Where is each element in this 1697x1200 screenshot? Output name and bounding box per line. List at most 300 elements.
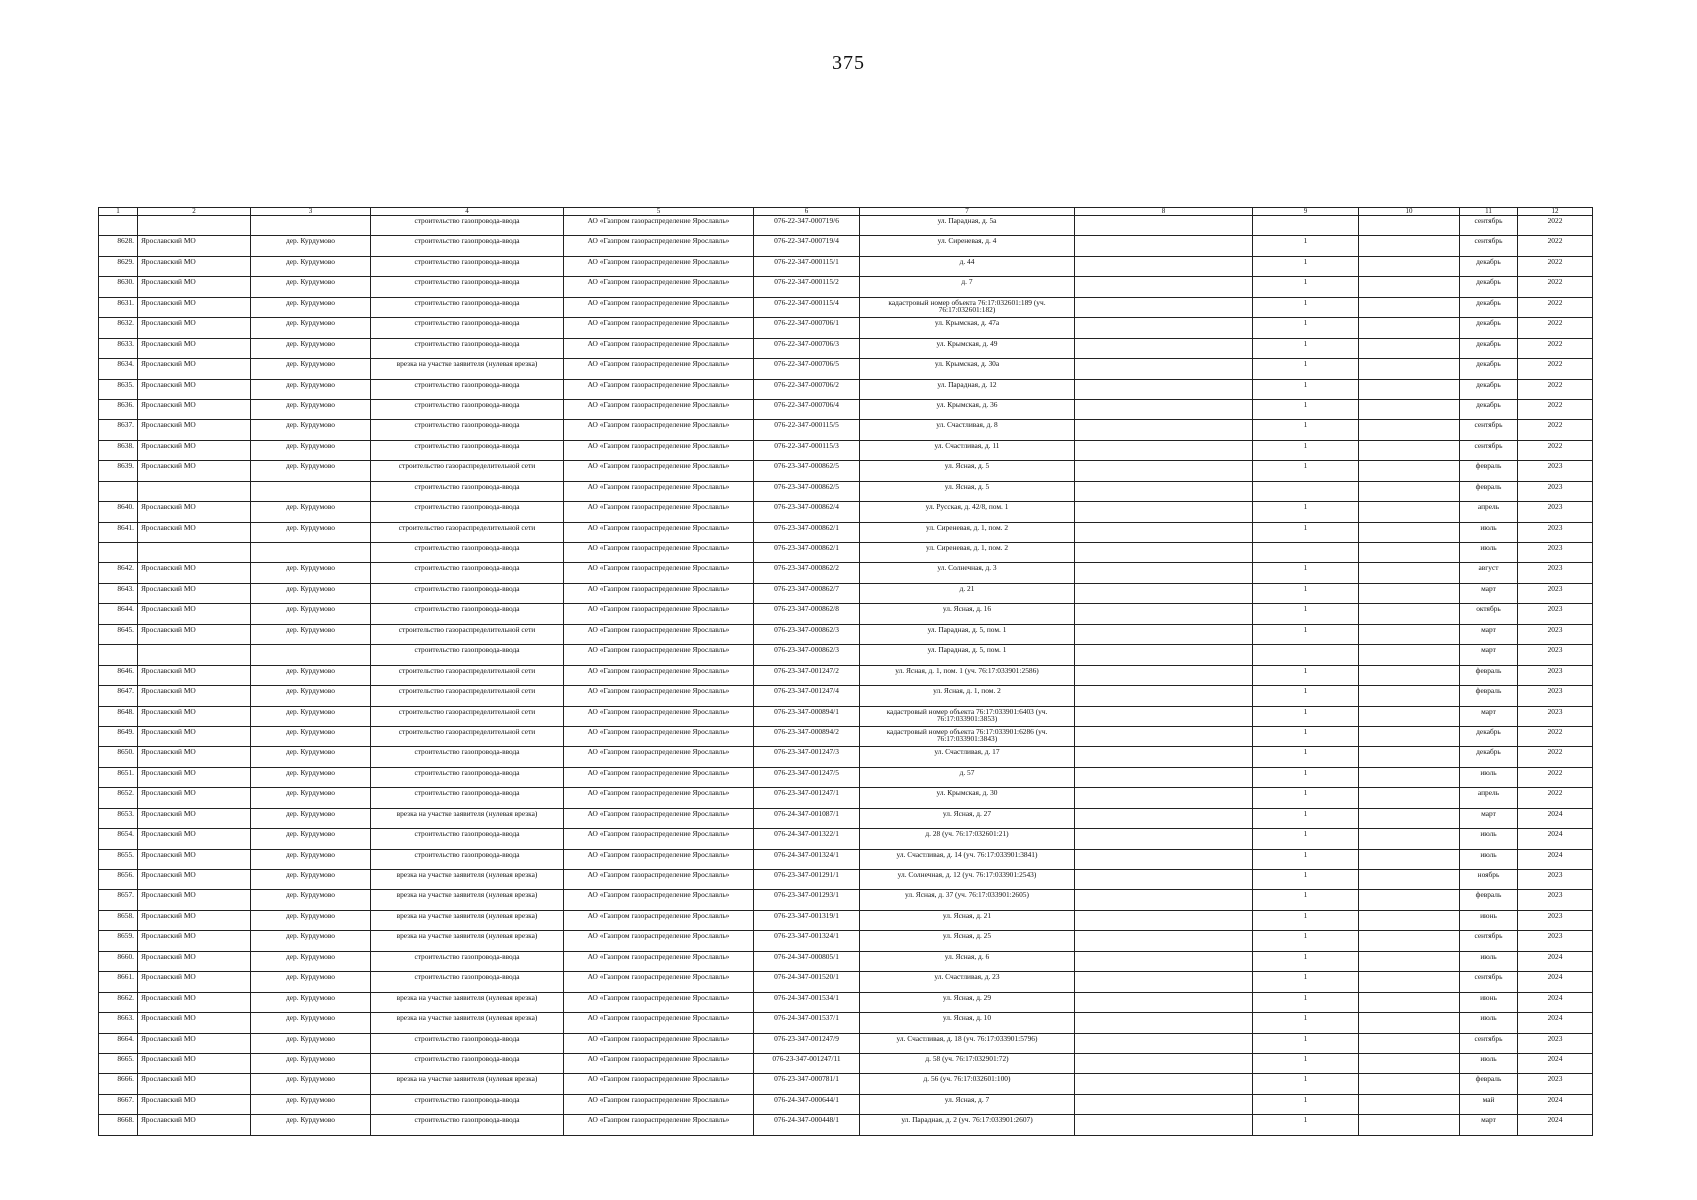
column-10-cell bbox=[1359, 1053, 1460, 1073]
year-cell: 2023 bbox=[1518, 665, 1593, 685]
quantity-cell: 1 bbox=[1253, 236, 1359, 256]
organization-cell: АО «Газпром газораспределение Ярославль» bbox=[564, 256, 754, 276]
document-number-cell: 076-22-347-000706/3 bbox=[754, 338, 860, 358]
district-cell: Ярославский МО bbox=[138, 747, 251, 767]
year-cell: 2022 bbox=[1518, 747, 1593, 767]
quantity-cell: 1 bbox=[1253, 359, 1359, 379]
row-number: 8643. bbox=[99, 583, 138, 603]
quantity-cell: 1 bbox=[1253, 849, 1359, 869]
work-type-cell: строительство газопровода-ввода bbox=[371, 1094, 564, 1114]
month-cell: декабрь bbox=[1460, 747, 1518, 767]
column-10-cell bbox=[1359, 726, 1460, 746]
address-cell: д. 44 bbox=[860, 256, 1075, 276]
month-cell: февраль bbox=[1460, 481, 1518, 501]
column-8-cell bbox=[1075, 563, 1253, 583]
row-number: 8636. bbox=[99, 399, 138, 419]
table-row bbox=[99, 1074, 1593, 1094]
quantity-cell: 1 bbox=[1253, 972, 1359, 992]
month-cell: июль bbox=[1460, 951, 1518, 971]
table-row bbox=[99, 338, 1593, 358]
month-cell: декабрь bbox=[1460, 726, 1518, 746]
table-row bbox=[99, 563, 1593, 583]
month-cell: сентябрь bbox=[1460, 931, 1518, 951]
quantity-cell: 1 bbox=[1253, 502, 1359, 522]
district-cell: Ярославский МО bbox=[138, 399, 251, 419]
column-header-10: 10 bbox=[1359, 208, 1460, 216]
quantity-cell: 1 bbox=[1253, 829, 1359, 849]
year-cell: 2022 bbox=[1518, 399, 1593, 419]
document-number-cell: 076-24-347-000448/1 bbox=[754, 1115, 860, 1135]
document-number-cell: 076-23-347-001324/1 bbox=[754, 931, 860, 951]
document-number-cell: 076-24-347-000644/1 bbox=[754, 1094, 860, 1114]
district-cell: Ярославский МО bbox=[138, 1013, 251, 1033]
organization-cell: АО «Газпром газораспределение Ярославль» bbox=[564, 563, 754, 583]
address-cell: ул. Парадная, д. 5, пом. 1 bbox=[860, 645, 1075, 665]
settlement-cell: дер. Курдумово bbox=[251, 399, 371, 419]
column-8-cell bbox=[1075, 910, 1253, 930]
month-cell: сентябрь bbox=[1460, 236, 1518, 256]
year-cell: 2023 bbox=[1518, 502, 1593, 522]
row-number: 8642. bbox=[99, 563, 138, 583]
district-cell: Ярославский МО bbox=[138, 461, 251, 481]
month-cell: июль bbox=[1460, 1053, 1518, 1073]
row-number bbox=[99, 543, 138, 563]
quantity-cell: 1 bbox=[1253, 297, 1359, 317]
year-cell: 2022 bbox=[1518, 726, 1593, 746]
column-8-cell bbox=[1075, 726, 1253, 746]
work-type-cell: строительство газопровода-ввода bbox=[371, 1033, 564, 1053]
row-number: 8662. bbox=[99, 992, 138, 1012]
address-cell: д. 21 bbox=[860, 583, 1075, 603]
organization-cell: АО «Газпром газораспределение Ярославль» bbox=[564, 338, 754, 358]
column-header-7: 7 bbox=[860, 208, 1075, 216]
document-number-cell: 076-24-347-001322/1 bbox=[754, 829, 860, 849]
column-10-cell bbox=[1359, 256, 1460, 276]
settlement-cell: дер. Курдумово bbox=[251, 359, 371, 379]
column-10-cell bbox=[1359, 686, 1460, 706]
district-cell: Ярославский МО bbox=[138, 624, 251, 644]
address-cell: ул. Счастливая, д. 17 bbox=[860, 747, 1075, 767]
address-cell: ул. Крымская, д. 30 bbox=[860, 788, 1075, 808]
work-type-cell: строительство газопровода-ввода bbox=[371, 277, 564, 297]
quantity-cell: 1 bbox=[1253, 686, 1359, 706]
column-header-2: 2 bbox=[138, 208, 251, 216]
settlement-cell bbox=[251, 481, 371, 501]
document-number-cell: 076-23-347-001291/1 bbox=[754, 870, 860, 890]
quantity-cell: 1 bbox=[1253, 1013, 1359, 1033]
column-10-cell bbox=[1359, 502, 1460, 522]
table-row bbox=[99, 379, 1593, 399]
column-10-cell bbox=[1359, 870, 1460, 890]
quantity-cell: 1 bbox=[1253, 706, 1359, 726]
row-number: 8629. bbox=[99, 256, 138, 276]
table-row bbox=[99, 1033, 1593, 1053]
address-cell: ул. Ясная, д. 1, пом. 2 bbox=[860, 686, 1075, 706]
year-cell: 2023 bbox=[1518, 870, 1593, 890]
quantity-cell: 1 bbox=[1253, 563, 1359, 583]
settlement-cell: дер. Курдумово bbox=[251, 1115, 371, 1135]
table-row bbox=[99, 359, 1593, 379]
table-row bbox=[99, 1013, 1593, 1033]
organization-cell: АО «Газпром газораспределение Ярославль» bbox=[564, 951, 754, 971]
settlement-cell: дер. Курдумово bbox=[251, 931, 371, 951]
settlement-cell: дер. Курдумово bbox=[251, 910, 371, 930]
row-number: 8650. bbox=[99, 747, 138, 767]
settlement-cell: дер. Курдумово bbox=[251, 992, 371, 1012]
table-row bbox=[99, 624, 1593, 644]
district-cell: Ярославский МО bbox=[138, 563, 251, 583]
table-row bbox=[99, 1115, 1593, 1135]
document-number-cell: 076-23-347-000862/5 bbox=[754, 481, 860, 501]
address-cell: д. 28 (уч. 76:17:032601:21) bbox=[860, 829, 1075, 849]
year-cell: 2024 bbox=[1518, 992, 1593, 1012]
year-cell: 2022 bbox=[1518, 767, 1593, 787]
document-number-cell: 076-22-347-000719/6 bbox=[754, 216, 860, 236]
table-row bbox=[99, 931, 1593, 951]
row-number: 8641. bbox=[99, 522, 138, 542]
document-number-cell: 076-24-347-001520/1 bbox=[754, 972, 860, 992]
settlement-cell: дер. Курдумово bbox=[251, 870, 371, 890]
document-number-cell: 076-23-347-000862/1 bbox=[754, 522, 860, 542]
district-cell bbox=[138, 481, 251, 501]
row-number: 8638. bbox=[99, 440, 138, 460]
month-cell: июль bbox=[1460, 522, 1518, 542]
organization-cell: АО «Газпром газораспределение Ярославль» bbox=[564, 992, 754, 1012]
quantity-cell: 1 bbox=[1253, 1094, 1359, 1114]
organization-cell: АО «Газпром газораспределение Ярославль» bbox=[564, 379, 754, 399]
organization-cell: АО «Газпром газораспределение Ярославль» bbox=[564, 318, 754, 338]
column-header-6: 6 bbox=[754, 208, 860, 216]
work-type-cell: врезка на участке заявителя (нулевая врезка) bbox=[371, 359, 564, 379]
organization-cell: АО «Газпром газораспределение Ярославль» bbox=[564, 522, 754, 542]
work-type-cell: строительство газораспределительной сети bbox=[371, 706, 564, 726]
work-type-cell: строительство газопровода-ввода bbox=[371, 972, 564, 992]
document-number-cell: 076-22-347-000706/5 bbox=[754, 359, 860, 379]
table-row bbox=[99, 420, 1593, 440]
document-number-cell: 076-22-347-000115/2 bbox=[754, 277, 860, 297]
quantity-cell: 1 bbox=[1253, 747, 1359, 767]
month-cell: июнь bbox=[1460, 992, 1518, 1012]
year-cell: 2022 bbox=[1518, 256, 1593, 276]
organization-cell: АО «Газпром газораспределение Ярославль» bbox=[564, 890, 754, 910]
year-cell: 2022 bbox=[1518, 338, 1593, 358]
row-number: 8653. bbox=[99, 808, 138, 828]
district-cell: Ярославский МО bbox=[138, 992, 251, 1012]
table-row bbox=[99, 788, 1593, 808]
settlement-cell: дер. Курдумово bbox=[251, 502, 371, 522]
settlement-cell: дер. Курдумово bbox=[251, 338, 371, 358]
address-cell: ул. Счастливая, д. 14 (уч. 76:17:033901:3841) bbox=[860, 849, 1075, 869]
table-row bbox=[99, 604, 1593, 624]
organization-cell: АО «Газпром газораспределение Ярославль» bbox=[564, 604, 754, 624]
address-cell: ул. Парадная, д. 2 (уч. 76:17:033901:2607) bbox=[860, 1115, 1075, 1135]
column-8-cell bbox=[1075, 297, 1253, 317]
settlement-cell: дер. Курдумово bbox=[251, 788, 371, 808]
column-8-cell bbox=[1075, 461, 1253, 481]
district-cell: Ярославский МО bbox=[138, 726, 251, 746]
quantity-cell: 1 bbox=[1253, 583, 1359, 603]
document-number-cell: 076-23-347-000862/1 bbox=[754, 543, 860, 563]
quantity-cell: 1 bbox=[1253, 522, 1359, 542]
column-8-cell bbox=[1075, 379, 1253, 399]
organization-cell: АО «Газпром газораспределение Ярославль» bbox=[564, 1053, 754, 1073]
district-cell: Ярославский МО bbox=[138, 706, 251, 726]
column-header-8: 8 bbox=[1075, 208, 1253, 216]
month-cell: июнь bbox=[1460, 910, 1518, 930]
organization-cell: АО «Газпром газораспределение Ярославль» bbox=[564, 767, 754, 787]
organization-cell: АО «Газпром газораспределение Ярославль» bbox=[564, 399, 754, 419]
work-type-cell: строительство газопровода-ввода bbox=[371, 788, 564, 808]
district-cell: Ярославский МО bbox=[138, 277, 251, 297]
month-cell: март bbox=[1460, 808, 1518, 828]
column-10-cell bbox=[1359, 420, 1460, 440]
quantity-cell bbox=[1253, 216, 1359, 236]
month-cell: декабрь bbox=[1460, 256, 1518, 276]
district-cell: Ярославский МО bbox=[138, 440, 251, 460]
organization-cell: АО «Газпром газораспределение Ярославль» bbox=[564, 1033, 754, 1053]
document-number-cell: 076-23-347-000894/2 bbox=[754, 726, 860, 746]
column-10-cell bbox=[1359, 543, 1460, 563]
month-cell: март bbox=[1460, 583, 1518, 603]
quantity-cell: 1 bbox=[1253, 870, 1359, 890]
year-cell: 2024 bbox=[1518, 1094, 1593, 1114]
table-row bbox=[99, 502, 1593, 522]
settlement-cell: дер. Курдумово bbox=[251, 808, 371, 828]
table-row bbox=[99, 767, 1593, 787]
column-10-cell bbox=[1359, 522, 1460, 542]
column-10-cell bbox=[1359, 992, 1460, 1012]
organization-cell: АО «Газпром газораспределение Ярославль» bbox=[564, 1115, 754, 1135]
work-type-cell: строительство газораспределительной сети bbox=[371, 726, 564, 746]
document-number-cell: 076-22-347-000115/3 bbox=[754, 440, 860, 460]
table-row bbox=[99, 216, 1593, 236]
address-cell: ул. Ясная, д. 21 bbox=[860, 910, 1075, 930]
address-cell: ул. Ясная, д. 29 bbox=[860, 992, 1075, 1012]
document-number-cell: 076-23-347-001293/1 bbox=[754, 890, 860, 910]
column-8-cell bbox=[1075, 972, 1253, 992]
table-row bbox=[99, 829, 1593, 849]
district-cell: Ярославский МО bbox=[138, 604, 251, 624]
document-number-cell: 076-23-347-001247/2 bbox=[754, 665, 860, 685]
organization-cell: АО «Газпром газораспределение Ярославль» bbox=[564, 624, 754, 644]
document-number-cell: 076-24-347-001534/1 bbox=[754, 992, 860, 1012]
district-cell: Ярославский МО bbox=[138, 1033, 251, 1053]
table-row bbox=[99, 277, 1593, 297]
document-number-cell: 076-23-347-001247/3 bbox=[754, 747, 860, 767]
organization-cell: АО «Газпром газораспределение Ярославль» bbox=[564, 665, 754, 685]
document-number-cell: 076-24-347-000805/1 bbox=[754, 951, 860, 971]
document-number-cell: 076-23-347-000862/7 bbox=[754, 583, 860, 603]
organization-cell: АО «Газпром газораспределение Ярославль» bbox=[564, 481, 754, 501]
column-8-cell bbox=[1075, 870, 1253, 890]
document-number-cell: 076-23-347-001247/9 bbox=[754, 1033, 860, 1053]
district-cell: Ярославский МО bbox=[138, 522, 251, 542]
settlement-cell: дер. Курдумово bbox=[251, 1074, 371, 1094]
column-8-cell bbox=[1075, 502, 1253, 522]
settlement-cell: дер. Курдумово bbox=[251, 522, 371, 542]
quantity-cell: 1 bbox=[1253, 726, 1359, 746]
month-cell: март bbox=[1460, 645, 1518, 665]
row-number: 8633. bbox=[99, 338, 138, 358]
column-number-header bbox=[99, 208, 1593, 216]
row-number: 8634. bbox=[99, 359, 138, 379]
organization-cell: АО «Газпром газораспределение Ярославль» bbox=[564, 972, 754, 992]
district-cell: Ярославский МО bbox=[138, 788, 251, 808]
column-8-cell bbox=[1075, 277, 1253, 297]
address-cell: ул. Счастливая, д. 18 (уч. 76:17:033901:5796) bbox=[860, 1033, 1075, 1053]
quantity-cell: 1 bbox=[1253, 808, 1359, 828]
document-number-cell: 076-23-347-000894/1 bbox=[754, 706, 860, 726]
column-10-cell bbox=[1359, 297, 1460, 317]
address-cell: ул. Крымская, д. 49 bbox=[860, 338, 1075, 358]
column-8-cell bbox=[1075, 256, 1253, 276]
column-10-cell bbox=[1359, 767, 1460, 787]
organization-cell: АО «Газпром газораспределение Ярославль» bbox=[564, 277, 754, 297]
column-8-cell bbox=[1075, 665, 1253, 685]
table-row bbox=[99, 1094, 1593, 1114]
month-cell: декабрь bbox=[1460, 359, 1518, 379]
year-cell: 2023 bbox=[1518, 645, 1593, 665]
table-row bbox=[99, 440, 1593, 460]
quantity-cell: 1 bbox=[1253, 1115, 1359, 1135]
column-10-cell bbox=[1359, 931, 1460, 951]
column-8-cell bbox=[1075, 645, 1253, 665]
quantity-cell: 1 bbox=[1253, 624, 1359, 644]
organization-cell: АО «Газпром газораспределение Ярославль» bbox=[564, 645, 754, 665]
month-cell: июль bbox=[1460, 1013, 1518, 1033]
address-cell: ул. Ясная, д. 1, пом. 1 (уч. 76:17:033901:2586) bbox=[860, 665, 1075, 685]
table-body bbox=[99, 208, 1593, 1136]
month-cell: октябрь bbox=[1460, 604, 1518, 624]
year-cell: 2024 bbox=[1518, 849, 1593, 869]
work-type-cell: строительство газораспределительной сети bbox=[371, 686, 564, 706]
organization-cell: АО «Газпром газораспределение Ярославль» bbox=[564, 747, 754, 767]
table-row bbox=[99, 645, 1593, 665]
table-row bbox=[99, 543, 1593, 563]
column-header-11: 11 bbox=[1460, 208, 1518, 216]
year-cell: 2023 bbox=[1518, 624, 1593, 644]
year-cell: 2023 bbox=[1518, 686, 1593, 706]
document-number-cell: 076-23-347-000862/4 bbox=[754, 502, 860, 522]
settlement-cell: дер. Курдумово bbox=[251, 277, 371, 297]
address-cell: ул. Крымская, д. 36 bbox=[860, 399, 1075, 419]
column-10-cell bbox=[1359, 1033, 1460, 1053]
year-cell: 2023 bbox=[1518, 604, 1593, 624]
month-cell: апрель bbox=[1460, 788, 1518, 808]
work-type-cell: врезка на участке заявителя (нулевая врезка) bbox=[371, 1013, 564, 1033]
district-cell: Ярославский МО bbox=[138, 910, 251, 930]
district-cell: Ярославский МО bbox=[138, 870, 251, 890]
column-header-5: 5 bbox=[564, 208, 754, 216]
quantity-cell: 1 bbox=[1253, 604, 1359, 624]
column-10-cell bbox=[1359, 563, 1460, 583]
table-row bbox=[99, 665, 1593, 685]
row-number: 8666. bbox=[99, 1074, 138, 1094]
work-type-cell: врезка на участке заявителя (нулевая врезка) bbox=[371, 992, 564, 1012]
work-type-cell: строительство газопровода-ввода bbox=[371, 338, 564, 358]
month-cell: июль bbox=[1460, 829, 1518, 849]
table-row bbox=[99, 890, 1593, 910]
district-cell: Ярославский МО bbox=[138, 1094, 251, 1114]
table-row bbox=[99, 318, 1593, 338]
settlement-cell: дер. Курдумово bbox=[251, 706, 371, 726]
district-cell: Ярославский МО bbox=[138, 767, 251, 787]
column-8-cell bbox=[1075, 808, 1253, 828]
table-row bbox=[99, 686, 1593, 706]
column-8-cell bbox=[1075, 829, 1253, 849]
column-8-cell bbox=[1075, 338, 1253, 358]
column-8-cell bbox=[1075, 318, 1253, 338]
quantity-cell: 1 bbox=[1253, 1074, 1359, 1094]
settlement-cell: дер. Курдумово bbox=[251, 849, 371, 869]
address-cell: кадастровый номер объекта 76:17:032601:189 (уч. 76:17:032601:182) bbox=[860, 297, 1075, 317]
address-cell: д. 7 bbox=[860, 277, 1075, 297]
column-header-4: 4 bbox=[371, 208, 564, 216]
column-8-cell bbox=[1075, 1115, 1253, 1135]
district-cell: Ярославский МО bbox=[138, 256, 251, 276]
quantity-cell: 1 bbox=[1253, 665, 1359, 685]
column-8-cell bbox=[1075, 1074, 1253, 1094]
address-cell: ул. Ясная, д. 7 bbox=[860, 1094, 1075, 1114]
address-cell: ул. Крымская, д. 47а bbox=[860, 318, 1075, 338]
column-10-cell bbox=[1359, 972, 1460, 992]
column-8-cell bbox=[1075, 624, 1253, 644]
settlement-cell: дер. Курдумово bbox=[251, 604, 371, 624]
organization-cell: АО «Газпром газораспределение Ярославль» bbox=[564, 420, 754, 440]
column-8-cell bbox=[1075, 890, 1253, 910]
document-number-cell: 076-24-347-001537/1 bbox=[754, 1013, 860, 1033]
column-8-cell bbox=[1075, 788, 1253, 808]
document-number-cell: 076-23-347-000862/3 bbox=[754, 645, 860, 665]
address-cell: ул. Сиреневая, д. 1, пом. 2 bbox=[860, 522, 1075, 542]
month-cell: декабрь bbox=[1460, 277, 1518, 297]
district-cell: Ярославский МО bbox=[138, 583, 251, 603]
column-header-12: 12 bbox=[1518, 208, 1593, 216]
address-cell: кадастровый номер объекта 76:17:033901:6403 (уч. 76:17:033901:3853) bbox=[860, 706, 1075, 726]
district-cell: Ярославский МО bbox=[138, 931, 251, 951]
address-cell: ул. Счастливая, д. 8 bbox=[860, 420, 1075, 440]
work-type-cell: строительство газораспределительной сети bbox=[371, 461, 564, 481]
month-cell: февраль bbox=[1460, 665, 1518, 685]
work-type-cell: строительство газопровода-ввода bbox=[371, 604, 564, 624]
column-10-cell bbox=[1359, 645, 1460, 665]
organization-cell: АО «Газпром газораспределение Ярославль» bbox=[564, 706, 754, 726]
address-cell: ул. Счастливая, д. 11 bbox=[860, 440, 1075, 460]
table-row bbox=[99, 256, 1593, 276]
address-cell: ул. Крымская, д. 30а bbox=[860, 359, 1075, 379]
settlement-cell: дер. Курдумово bbox=[251, 563, 371, 583]
year-cell: 2024 bbox=[1518, 829, 1593, 849]
table-row bbox=[99, 461, 1593, 481]
table-row bbox=[99, 1053, 1593, 1073]
column-10-cell bbox=[1359, 1115, 1460, 1135]
work-type-cell: строительство газопровода-ввода bbox=[371, 583, 564, 603]
organization-cell: АО «Газпром газораспределение Ярославль» bbox=[564, 931, 754, 951]
organization-cell: АО «Газпром газораспределение Ярославль» bbox=[564, 686, 754, 706]
settlement-cell: дер. Курдумово bbox=[251, 951, 371, 971]
address-cell: ул. Русская, д. 42/8, пом. 1 bbox=[860, 502, 1075, 522]
column-10-cell bbox=[1359, 1094, 1460, 1114]
settlement-cell: дер. Курдумово bbox=[251, 767, 371, 787]
organization-cell: АО «Газпром газораспределение Ярославль» bbox=[564, 808, 754, 828]
row-number: 8663. bbox=[99, 1013, 138, 1033]
column-10-cell bbox=[1359, 665, 1460, 685]
year-cell: 2023 bbox=[1518, 481, 1593, 501]
address-cell: ул. Ясная, д. 37 (уч. 76:17:033901:2605) bbox=[860, 890, 1075, 910]
work-type-cell: строительство газопровода-ввода bbox=[371, 502, 564, 522]
year-cell: 2023 bbox=[1518, 563, 1593, 583]
month-cell: февраль bbox=[1460, 890, 1518, 910]
